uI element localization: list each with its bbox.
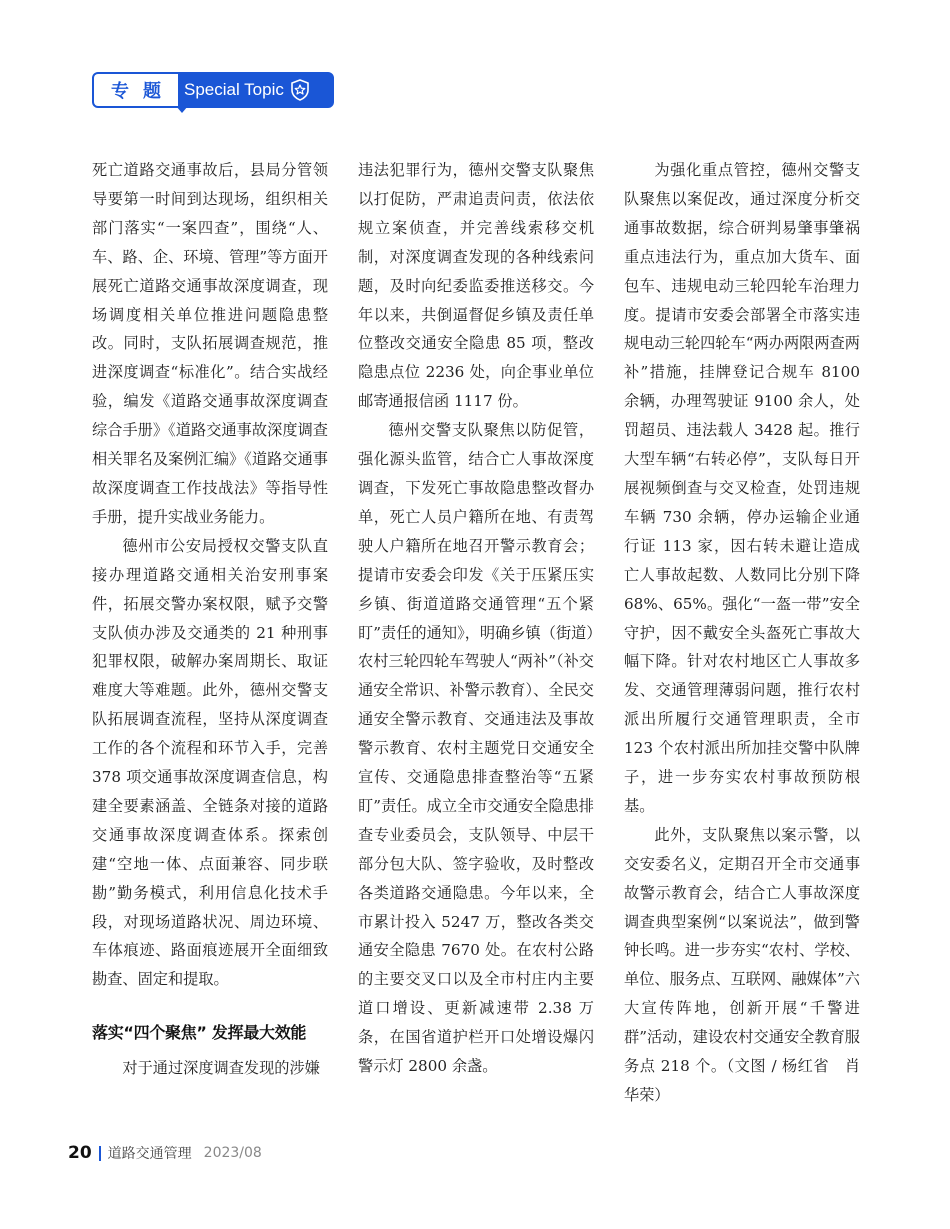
topic-label-en-group <box>178 74 332 106</box>
star-shield-icon <box>290 79 310 101</box>
paragraph: 为强化重点管控，德州交警支队聚焦以案促改，通过深度分析交通事故数据，综合研判易肇事肇祸重点违法行为，重点加大货车、面包车、违规电动三轮四轮车治理力度。提请市安委会部署全市落实违规电动三轮四轮车“两办两限两查两补”措施，挂牌登记合规车 8100 余辆，办理驾驶证 9100 余人，处罚超员、违法载人 3428 起。推行大型车辆“右转必停”，支队每日开展视频倒查与交叉检查，处罚违规车辆 730 余辆，停办运输企业通行证 113 家，因右转未避让造成亡人事故起数、人数同比分别下降 68%、65%。强化“一盔一带”安全守护，因不戴安全头盔死亡事故大幅下降。针对农村地区亡人事故多发、交通管理薄弱问题，推行农村派出所履行交通管理职责，全市 123 个农村派出所加挂交警中队牌子，进一步夯实农村事故预防根基。 <box>624 161 860 815</box>
badge-pointer <box>176 106 188 113</box>
special-topic-badge <box>92 72 334 108</box>
topic-label-en: Special Topic <box>184 80 284 99</box>
text-column-3 <box>624 156 860 1110</box>
text-column-2 <box>358 156 594 1081</box>
paragraph: 此外，支队聚焦以案示警，以交安委名义，定期召开全市交通事故警示教育会，结合亡人事故深度调查典型案例“以案说法”，做到警钟长鸣。进一步夯实“农村、学校、单位、服务点、互联网、融媒体”六大宣传阵地，创新开展“千警进群”活动，建设农村交通安全教育服务点 218 个。（文图 / 杨红省 肖华荣） <box>624 825 860 1104</box>
paragraph: 死亡道路交通事故后，县局分管领导要第一时间到达现场，组织相关部门落实“一案四查”，围绕“人、车、路、企、环境、管理”等方面开展死亡道路交通事故深度调查，现场调度相关单位推进问题隐患整改。同时，支队拓展调查规范，推进深度调查“标准化”。结合实战经验，编发《道路交通事故深度调查综合手册》《道路交通事故深度调查相关罪名及案例汇编》《道路交通事故深度调查工作技战法》等指导性手册，提升实战业务能力。 <box>92 161 328 526</box>
text-column-1 <box>92 156 328 1083</box>
journal-name: 道路交通管理 <box>107 1146 192 1162</box>
paragraph: 德州交警支队聚焦以防促管，强化源头监管，结合亡人事故深度调查，下发死亡事故隐患整改督办单，死亡人员户籍所在地、有责驾驶人户籍所在地召开警示教育会；提请市安委会印发《关于压紧压实乡镇、街道道路交通管理“五个紧盯”责任的通知》，明确乡镇（街道）农村三轮四轮车驾驶人“两补”（补交通安全常识、补警示教育）、全民交通安全警示教育、交通违法及事故警示教育、农村主题党日交通安全宣传、交通隐患排查整治等“五紧盯”责任。成立全市交通安全隐患排查专业委员会，支队领导、中层干部分包大队、签字验收，及时整改各类道路交通隐患。今年以来，全市累计投入 5247 万，整改各类交通安全隐患 7670 处。在农村公路的主要交叉口以及全市村庄内主要道口增设、更新减速带 2.38 万条，在国省道护栏开口处增设爆闪警示灯 2800 余盏。 <box>358 421 594 1076</box>
page-number: 20 <box>68 1143 92 1163</box>
issue-date: 2023/08 <box>203 1145 262 1161</box>
paragraph: 对于通过深度调查发现的涉嫌 <box>122 1059 320 1078</box>
section-heading: 落实“四个聚焦” 发挥最大效能 <box>92 1023 307 1043</box>
topic-label-cn: 专题 <box>94 74 178 106</box>
page-footer <box>68 1142 262 1164</box>
footer-divider <box>99 1146 101 1161</box>
paragraph: 违法犯罪行为，德州交警支队聚焦以打促防，严肃追责问责，依法依规立案侦查，并完善线索移交机制，对深度调查发现的各种线索问题，及时向纪委监委推送移交。今年以来，共倒逼督促乡镇及责任单位整改交通安全隐患 85 项，整改隐患点位 2236 处，向企事业单位邮寄通报信函 1117 份。 <box>358 161 594 411</box>
paragraph: 德州市公安局授权交警支队直接办理道路交通相关治安刑事案件，拓展交警办案权限，赋予交警支队侦办涉及交通类的 21 种刑事犯罪权限，破解办案周期长、取证难度大等难题。此外，德州交警支队拓展调查流程，坚持从深度调查工作的各个流程和环节入手，完善 378 项交通事故深度调查信息，构建全要素涵盖、全链条对接的道路交通事故深度调查体系。探索创建“空地一体、点面兼容、同步联勘”勤务模式，利用信息化技术手段，对现场道路状况、周边环境、车体痕迹、路面痕迹展开全面细致勘查、固定和提取。 <box>92 536 328 989</box>
